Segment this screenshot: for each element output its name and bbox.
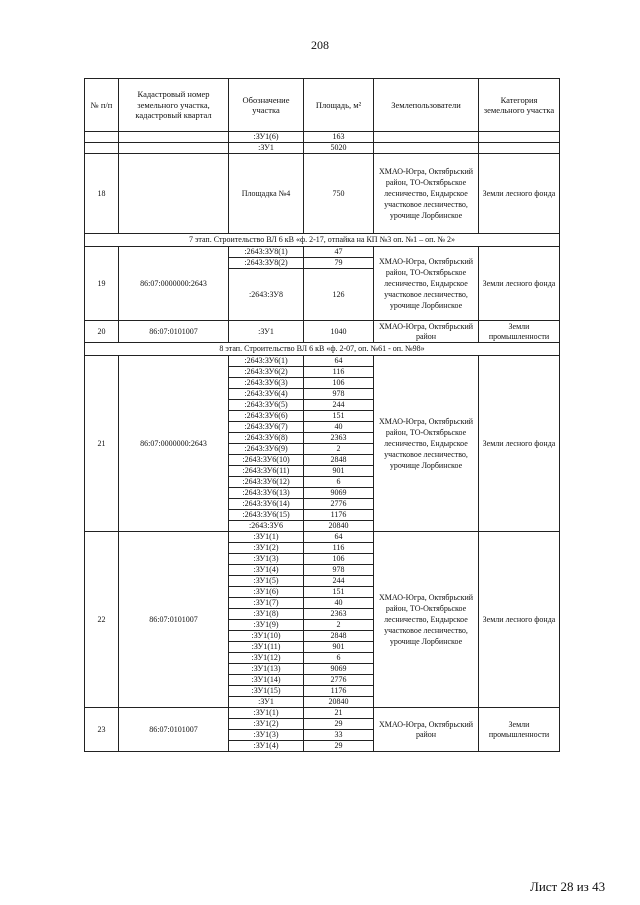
area-cell: 151: [304, 587, 374, 598]
designation-cell: :ЗУ1(8): [229, 609, 304, 620]
area-cell: 79: [304, 258, 374, 269]
area-cell: 978: [304, 565, 374, 576]
table-row: [85, 132, 560, 143]
area-cell: 9069: [304, 488, 374, 499]
designation-cell: :2643:ЗУ6(15): [229, 510, 304, 521]
designation-cell: :ЗУ1(6): [229, 132, 304, 143]
designation-cell: :ЗУ1(3): [229, 554, 304, 565]
stage-row: [85, 234, 560, 247]
users-cell: ХМАО-Югра, Октябрьский район, ТО-Октябрьское лесничество, Ендырское участковое лесничество, урочище Лорбинское: [374, 356, 479, 532]
designation-cell: :ЗУ1(12): [229, 653, 304, 664]
header-cadastral: Кадастровый номер земельного участка, кадастровый квартал: [119, 79, 229, 132]
area-cell: 244: [304, 576, 374, 587]
cadastral-cell: 86:07:0101007: [119, 321, 229, 343]
area-cell: 2: [304, 620, 374, 631]
category-cell: Земли лесного фонда: [479, 356, 560, 532]
cadastral-cell: 86:07:0101007: [119, 532, 229, 708]
table-row: [85, 356, 560, 367]
designation-cell: :2643:ЗУ6(4): [229, 389, 304, 400]
table-header-row: [85, 79, 560, 132]
cadastral-cell: 86:07:0000000:2643: [119, 247, 229, 321]
area-cell: 978: [304, 389, 374, 400]
header-category: Категория земельного участка: [479, 79, 560, 132]
area-cell: 116: [304, 367, 374, 378]
designation-cell: :2643:ЗУ6(2): [229, 367, 304, 378]
designation-cell: Площадка №4: [229, 154, 304, 234]
area-cell: 2: [304, 444, 374, 455]
designation-cell: :ЗУ1(6): [229, 587, 304, 598]
area-cell: 2363: [304, 609, 374, 620]
users-cell: ХМАО-Югра, Октябрьский район, ТО-Октябрьское лесничество, Ендырское участковое лесничество, урочище Лорбинское: [374, 532, 479, 708]
designation-cell: :ЗУ1(1): [229, 708, 304, 719]
designation-cell: :ЗУ1(11): [229, 642, 304, 653]
designation-cell: :ЗУ1(3): [229, 730, 304, 741]
designation-cell: :2643:ЗУ6(13): [229, 488, 304, 499]
designation-cell: :ЗУ1: [229, 321, 304, 343]
area-cell: 5020: [304, 143, 374, 154]
designation-cell: :ЗУ1: [229, 143, 304, 154]
designation-cell: :ЗУ1(4): [229, 565, 304, 576]
area-cell: 106: [304, 554, 374, 565]
category-cell: [479, 143, 560, 154]
area-cell: 47: [304, 247, 374, 258]
header-users: Землепользователи: [374, 79, 479, 132]
area-cell: 901: [304, 466, 374, 477]
designation-cell: :ЗУ1(4): [229, 741, 304, 752]
designation-cell: :ЗУ1(7): [229, 598, 304, 609]
users-cell: ХМАО-Югра, Октябрьский район: [374, 708, 479, 752]
page-number: 208: [311, 38, 329, 52]
users-cell: [374, 143, 479, 154]
header-designation: Обозначение участка: [229, 79, 304, 132]
designation-cell: :2643:ЗУ6(12): [229, 477, 304, 488]
designation-cell: :2643:ЗУ8(2): [229, 258, 304, 269]
area-cell: 64: [304, 356, 374, 367]
stage-title: 8 этап. Строительство ВЛ 6 кВ «ф. 2-07, оп. №61 - оп. №98»: [85, 343, 560, 356]
category-cell: Земли лесного фонда: [479, 532, 560, 708]
table-row: [85, 143, 560, 154]
area-cell: 29: [304, 741, 374, 752]
category-cell: Земли лесного фонда: [479, 154, 560, 234]
cadastral-cell: 86:07:0101007: [119, 708, 229, 752]
designation-cell: :2643:ЗУ6(1): [229, 356, 304, 367]
num-cell: 19: [85, 247, 119, 321]
category-cell: [479, 132, 560, 143]
area-cell: 151: [304, 411, 374, 422]
area-cell: 20840: [304, 697, 374, 708]
header-area: Площадь, м²: [304, 79, 374, 132]
area-cell: 33: [304, 730, 374, 741]
designation-cell: :ЗУ1: [229, 697, 304, 708]
land-plots-table: [84, 78, 560, 752]
area-cell: 901: [304, 642, 374, 653]
area-cell: 2776: [304, 499, 374, 510]
area-cell: 2848: [304, 455, 374, 466]
area-cell: 1040: [304, 321, 374, 343]
category-cell: Земли промышленности: [479, 708, 560, 752]
area-cell: 750: [304, 154, 374, 234]
area-cell: 6: [304, 477, 374, 488]
designation-cell: :2643:ЗУ8: [229, 269, 304, 321]
designation-cell: :ЗУ1(1): [229, 532, 304, 543]
designation-cell: :ЗУ1(2): [229, 543, 304, 554]
area-cell: 163: [304, 132, 374, 143]
area-cell: 116: [304, 543, 374, 554]
area-cell: 40: [304, 598, 374, 609]
sheet-number: Лист 28 из 43: [530, 879, 606, 894]
cadastral-cell: [119, 154, 229, 234]
area-cell: 21: [304, 708, 374, 719]
designation-cell: :ЗУ1(10): [229, 631, 304, 642]
area-cell: 6: [304, 653, 374, 664]
num-cell: 21: [85, 356, 119, 532]
num-cell: [85, 143, 119, 154]
designation-cell: :2643:ЗУ6(9): [229, 444, 304, 455]
num-cell: 18: [85, 154, 119, 234]
users-cell: ХМАО-Югра, Октябрьский район: [374, 321, 479, 343]
designation-cell: :2643:ЗУ6: [229, 521, 304, 532]
table-row: [85, 532, 560, 543]
designation-cell: :2643:ЗУ6(6): [229, 411, 304, 422]
area-cell: 1176: [304, 686, 374, 697]
num-cell: 23: [85, 708, 119, 752]
area-cell: 2776: [304, 675, 374, 686]
table-row: [85, 708, 560, 719]
category-cell: Земли лесного фонда: [479, 247, 560, 321]
area-cell: 1176: [304, 510, 374, 521]
area-cell: 64: [304, 532, 374, 543]
designation-cell: :ЗУ1(13): [229, 664, 304, 675]
designation-cell: :2643:ЗУ6(11): [229, 466, 304, 477]
designation-cell: :ЗУ1(9): [229, 620, 304, 631]
designation-cell: :ЗУ1(14): [229, 675, 304, 686]
num-cell: [85, 132, 119, 143]
category-cell: Земли промышленности: [479, 321, 560, 343]
designation-cell: :ЗУ1(2): [229, 719, 304, 730]
table-row: [85, 154, 560, 234]
stage-row: [85, 343, 560, 356]
num-cell: 20: [85, 321, 119, 343]
table-row: [85, 247, 560, 258]
cadastral-cell: [119, 132, 229, 143]
area-cell: 9069: [304, 664, 374, 675]
area-cell: 2848: [304, 631, 374, 642]
area-cell: 20840: [304, 521, 374, 532]
designation-cell: :2643:ЗУ6(7): [229, 422, 304, 433]
cadastral-cell: [119, 143, 229, 154]
designation-cell: :2643:ЗУ8(1): [229, 247, 304, 258]
header-num: № п/п: [85, 79, 119, 132]
users-cell: [374, 132, 479, 143]
table-row: [85, 321, 560, 343]
designation-cell: :2643:ЗУ6(8): [229, 433, 304, 444]
area-cell: 244: [304, 400, 374, 411]
designation-cell: :2643:ЗУ6(5): [229, 400, 304, 411]
stage-title: 7 этап. Строительство ВЛ 6 кВ «ф. 2-17, отпайка на КП №3 оп. №1 – оп. № 2»: [85, 234, 560, 247]
designation-cell: :ЗУ1(15): [229, 686, 304, 697]
area-cell: 106: [304, 378, 374, 389]
area-cell: 2363: [304, 433, 374, 444]
cadastral-cell: 86:07:0000000:2643: [119, 356, 229, 532]
users-cell: ХМАО-Югра, Октябрьский район, ТО-Октябрьское лесничество, Ендырское участковое лесничество, урочище Лорбинское: [374, 154, 479, 234]
designation-cell: :2643:ЗУ6(3): [229, 378, 304, 389]
designation-cell: :2643:ЗУ6(14): [229, 499, 304, 510]
area-cell: 40: [304, 422, 374, 433]
designation-cell: :2643:ЗУ6(10): [229, 455, 304, 466]
designation-cell: :ЗУ1(5): [229, 576, 304, 587]
users-cell: ХМАО-Югра, Октябрьский район, ТО-Октябрьское лесничество, Ендырское участковое лесничество, урочище Лорбинское: [374, 247, 479, 321]
num-cell: 22: [85, 532, 119, 708]
area-cell: 126: [304, 269, 374, 321]
area-cell: 29: [304, 719, 374, 730]
